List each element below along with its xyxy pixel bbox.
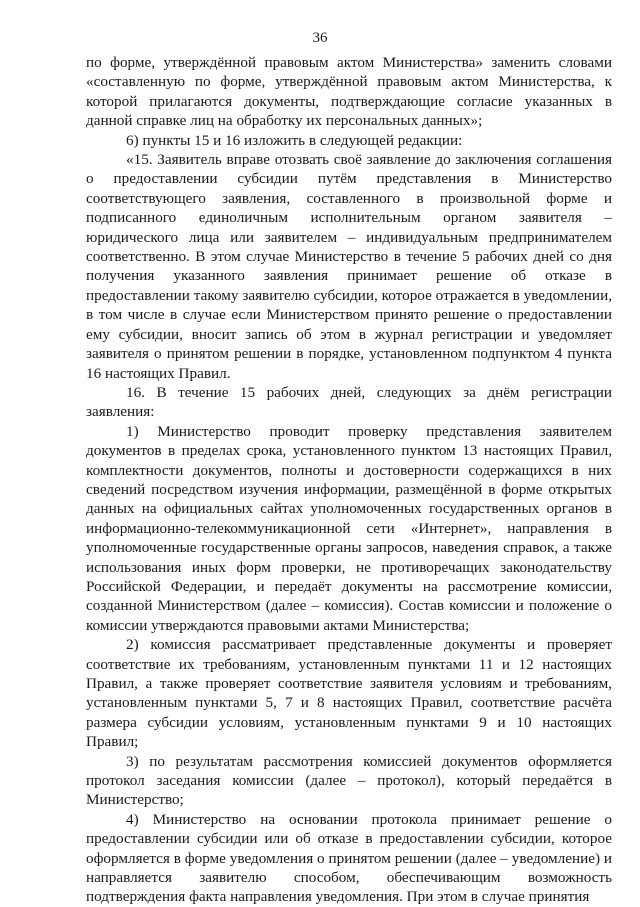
paragraph-subitem-4: 4) Министерство на основании протокола принимает решение о предоставлении субсидии или об отказе в предоставлении субсидии, которое оформляется в форме уведомления о принятом решении (далее – уведомление) и направляется заявителю способом, обеспечивающим возможность подтверждения факта направления уведомления. При этом в случае принятия (86, 810, 612, 906)
paragraph-subitem-2: 2) комиссия рассматривает представленные документы и проверяет соответствие их требованиям, установленным пунктами 11 и 12 настоящих Правил, а также проверяет соответствие заявителя условиям и требованиям, установленным пунктами 5, 7 и 8 настоящих Правил, соответствие расчёта размера субсидии условиям, установленным пунктами 9 и 10 настоящих Правил; (86, 636, 612, 751)
paragraph-subitem-3: 3) по результатам рассмотрения комиссией документов оформляется протокол заседания комиссии (далее – протокол), который передаётся в Министерство; (86, 752, 612, 809)
page-number: 36 (312, 30, 328, 46)
document-body (86, 53, 612, 907)
paragraph-point-15: «15. Заявитель вправе отозвать своё заявление до заключения соглашения о предоставлении субсидии путём представления в Министерство соответствующего заявления, составленного в произвольной форме и подписанного единоличным исполнительным органом заявителя – юридического лица или заявителем – индивидуальным предпринимателем соответственно. В этом случае Министерство в течение 5 рабочих дней со дня получения указанного заявления принимает решение об отказе в предоставлении такому заявителю субсидии, которое отражается в уведомлении, в том числе в случае если Министерством принято решение о предоставлении ему субсидии, вносит запись об этом в журнал регистрации и уведомляет заявителя о принятом решении в порядке, установленном подпунктом 4 пункта 16 настоящих Правил. (86, 151, 612, 382)
paragraph-continuation: по форме, утверждённой правовым актом Министерства» заменить словами «составленную по форме, утверждённой правовым актом Министерства, к которой прилагаются документы, подтверждающие согласие указанных в данной справке лиц на обработку их персональных данных»; (86, 54, 612, 130)
paragraph-point-16: 16. В течение 15 рабочих дней, следующих за днём регистрации заявления: (86, 383, 612, 421)
paragraph-subitem-1: 1) Министерство проводит проверку представления заявителем документов в пределах срока, установленного пунктом 13 настоящих Правил, комплектности документов, полноты и достоверности содержащихся в них сведений посредством изучения информации, размещённой в форме открытых данных на официальных сайтах уполномоченных государственных органов в информационно-телекоммуникационной сети «Интернет», направления в уполномоченные государственные органы запросов, наведения справок, а также использования иных форм проверки, не противоречащих законодательству Российской Федерации, и передаёт документы на рассмотрение комиссии, созданной Министерством (далее – комиссия). Состав комиссии и положение о комиссии утверждаются правовыми актами Министерства; (86, 422, 612, 634)
paragraph-item-6: 6) пункты 15 и 16 изложить в следующей редакции: (126, 131, 463, 149)
